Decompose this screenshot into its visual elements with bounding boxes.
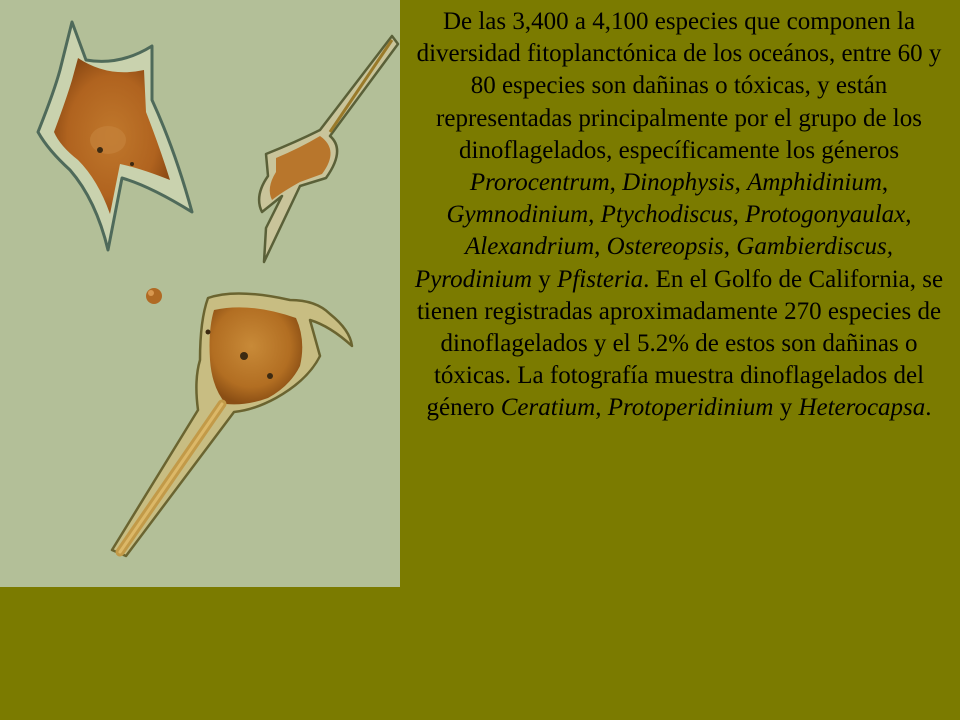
- cell-protoperidinium: [38, 22, 192, 250]
- cell-ceratium-large: [112, 293, 352, 556]
- cell-ceratium: [259, 36, 398, 262]
- caption-text: De las 3,400 a 4,100 especies que componen la diversidad fitoplanctónica de los oceános, entre 60 y 80 especies son dañinas o tóxicas, y están representadas principalmente por el grupo de los dinoflagelados, específicamente los géneros Prorocentrum, Dinophysis, Amphidinium, Gymnodinium, Ptychodiscus, Protogonyaulax, Alexandrium, Ostereopsis, Gambierdiscus, Pyrodinium y Pfisteria. En el Golfo de California, se tienen registradas aproximadamente 270 especies de dinoflagelados y el 5.2% de estos son dañinas o tóxicas. La fotografía muestra dinoflagelados del género Ceratium, Protoperidinium y Heterocapsa.: [414, 8, 944, 422]
- dinoflagellate-micrograph: [0, 0, 400, 587]
- cell-heterocapsa: [146, 288, 162, 304]
